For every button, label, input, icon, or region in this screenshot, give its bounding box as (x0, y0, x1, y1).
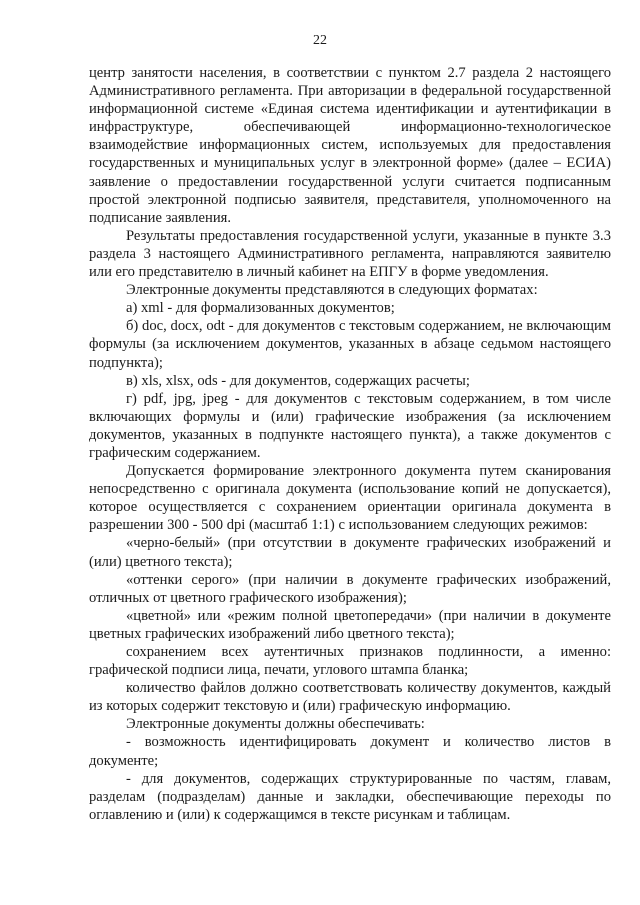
paragraph: количество файлов должно соответствовать количеству документов, каждый из которых содержит текстовую и (или) графическую информацию. (89, 680, 611, 715)
list-item: «цветной» или «режим полной цветопередачи» (при наличии в документе цветных графических изображений либо цветного текста); (89, 607, 611, 642)
list-item: г) pdf, jpg, jpeg - для документов с текстовым содержанием, в том числе включающих формулы и (или) графические изображения (за исключением документов, указанных в подпункте настоящего пункта), а также документов с графическим содержанием. (89, 390, 611, 461)
paragraph: сохранением всех аутентичных признаков подлинности, а именно: графической подписи лица, печати, углового штампа бланка; (89, 644, 611, 679)
paragraph: Электронные документы должны обеспечивать: (126, 716, 425, 733)
body-text (89, 64, 611, 824)
list-item: «черно-белый» (при отсутствии в документе графических изображений и (или) цветного текста); (89, 535, 611, 570)
list-item: - для документов, содержащих структурированные по частям, главам, разделам (подразделам) данные и закладки, обеспечивающие переходы по оглавлению и (или) к содержащимся в тексте рисункам и таблицам. (89, 770, 611, 823)
list-item: б) doc, docx, odt - для документов с текстовым содержанием, не включающим формулы (за исключением документов, указанных в абзаце седьмом настоящего подпункта); (89, 318, 611, 371)
list-item: а) xml - для формализованных документов; (126, 300, 395, 317)
paragraph: Электронные документы представляются в следующих форматах: (126, 282, 538, 299)
list-item: «оттенки серого» (при наличии в документе графических изображений, отличных от цветного графического изображения); (89, 571, 611, 606)
paragraph: Допускается формирование электронного документа путем сканирования непосредственно с оригинала документа (использование копий не допускается), которое осуществляется с сохранением ориентации оригинала документа в разрешении 300 - 500 dpi (масштаб 1:1) с использованием следующих режимов: (89, 463, 611, 534)
list-item: в) xls, xlsx, ods - для документов, содержащих расчеты; (126, 372, 470, 389)
paragraph: центр занятости населения, в соответствии с пунктом 2.7 раздела 2 настоящего Административного регламента. При авторизации в федеральной государственной информационной системе «Единая система идентификации и аутентификации в инфраструктуре, обеспечивающей информационно-технологическое взаимодействие информационных систем, используемых для предоставления государственных и муниципальных услуг в электронной форме» (далее – ЕСИА) заявление о предоставлении государственной услуги считается подписанным простой электронной подписью заявителя, представителя, уполномоченного на подписание заявления. (89, 65, 611, 226)
page-number: 22 (313, 33, 327, 48)
list-item: - возможность идентифицировать документ и количество листов в документе; (89, 734, 611, 769)
paragraph: Результаты предоставления государственной услуги, указанные в пункте 3.3 раздела 3 настоящего Административного регламента, направляются заявителю или его представителю в личный кабинет на ЕПГУ в форме уведомления. (89, 227, 611, 281)
